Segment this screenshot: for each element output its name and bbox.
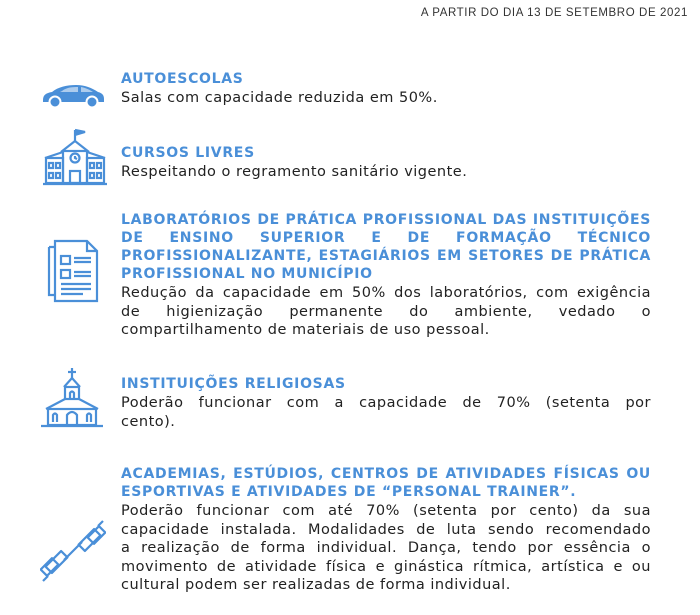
desc-line: cultural podem ser realizadas de forma individual. (121, 577, 511, 593)
document-icon (47, 239, 99, 303)
section-description (121, 284, 651, 340)
title-line: PROFISSIONALIZANTE, ESTAGIÁRIOS EM SETORES DE PRÁTICA (121, 248, 651, 264)
desc-line: capacidade instalada. Modalidades de luta sendo recomendado (121, 521, 651, 538)
desc-line: Redução da capacidade em 50% dos laboratórios, com exigência (121, 285, 651, 301)
section-title: INSTITUIÇÕES RELIGIOSAS (121, 376, 346, 392)
section-description (121, 394, 651, 431)
church-icon (40, 367, 104, 429)
dumbbell-icon (40, 518, 106, 584)
desc-line: compartilhamento de materiais de uso pessoal. (121, 322, 490, 338)
date-header: A PARTIR DO DIA 13 DE SETEMBRO DE 2021 (420, 7, 688, 19)
section-laboratorios (121, 211, 651, 340)
section-title: AUTOESCOLAS (121, 71, 244, 87)
desc-line: movimento de atividade física e ginástica rítmica, artística e ou (121, 558, 651, 575)
title-line: LABORATÓRIOS DE PRÁTICA PROFISSIONAL DAS INSTITUIÇÕES (121, 212, 651, 228)
title-line: DE ENSINO SUPERIOR E DE FORMAÇÃO TÉCNICO (121, 230, 651, 246)
desc-line: a realização de forma individual. Dança, tendo por essência o (121, 540, 651, 556)
section-cursos-livres (121, 144, 651, 182)
section-title: CURSOS LIVRES (121, 145, 255, 161)
section-description: Salas com capacidade reduzida em 50%. (121, 90, 438, 106)
title-line: PROFISSIONAL NO MUNICÍPIO (121, 266, 373, 282)
section-autoescolas (121, 70, 651, 108)
section-description (121, 502, 651, 595)
desc-line: de higienização permanente do ambiente, vedado o (121, 303, 651, 320)
section-description: Respeitando o regramento sanitário vigente. (121, 164, 468, 180)
section-instituicoes-religiosas (121, 375, 651, 431)
section-title (121, 211, 651, 283)
section-academias (121, 465, 651, 595)
section-title (121, 465, 651, 501)
desc-line: Poderão funcionar com até 70% (setenta por cento) da sua (121, 503, 651, 519)
school-building-icon (42, 128, 108, 186)
title-line: ACADEMIAS, ESTÚDIOS, CENTROS DE ATIVIDADES FÍSICAS OU (121, 466, 651, 482)
title-line: ESPORTIVAS E ATIVIDADES DE “PERSONAL TRAINER”. (121, 484, 577, 500)
desc-line: Poderão funcionar com a capacidade de 70% (setenta por (121, 395, 651, 411)
car-icon (40, 82, 106, 108)
desc-line: cento). (121, 413, 176, 430)
